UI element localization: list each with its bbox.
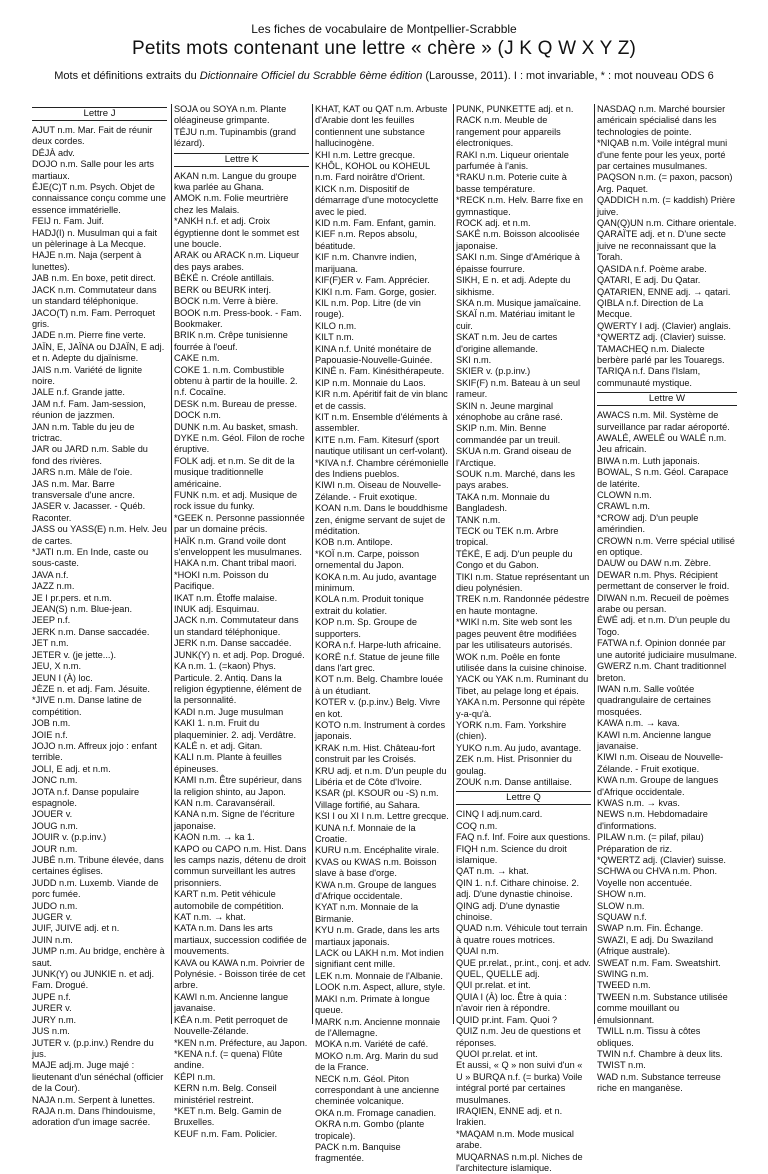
- word-entry: *JIVE n.m. Danse latine de compétition.: [32, 695, 142, 717]
- word-entry: KWA n.m. Groupe de langues d'Afrique occidentale.: [315, 879, 437, 902]
- word-entry: QUI pr.relat. et int.: [456, 980, 531, 991]
- word-entry: BOCK n.m. Verre à bière.: [174, 296, 279, 307]
- page-title: Petits mots contenant une lettre « chère » (J K Q W X Y Z): [131, 38, 637, 59]
- word-entry: *ANKH n.f. et adj. Croix égyptienne dont le sommet est une boucle.: [174, 216, 300, 250]
- word-entry: QAT n.m. → khat.: [456, 866, 529, 877]
- word-entry: JOUIR v. (p.p.inv.): [32, 832, 107, 843]
- word-entry: AMOK n.m. Folie meurtrière chez les Malais.: [174, 193, 289, 215]
- word-entry: JAR ou JARD n.m. Sable du fond des rivières.: [32, 444, 148, 466]
- word-entry: KALI n.m. Plante à feuilles épineuses.: [174, 752, 282, 774]
- word-entry: MOKO n.m. Arg. Marin du sud de la France.: [315, 1050, 439, 1073]
- word-entry: NECK n.m. Géol. Piton correspondant à une ancienne cheminée volcanique.: [315, 1073, 440, 1107]
- word-entry: KURU n.m. Encéphalite virale.: [315, 845, 440, 856]
- word-entry: QIN 1. n.f. Cithare chinoise. 2. adj. D'une dynastie chinoise.: [456, 877, 580, 900]
- word-entry: KID n.m. Fam. Enfant, gamin.: [315, 218, 437, 229]
- word-entry: QUIZ n.m. Jeu de questions et réponses.: [456, 1026, 581, 1048]
- word-entry: MARK n.m. Ancienne monnaie de l'Allemagne.: [315, 1016, 441, 1038]
- word-entry: TARIQA n.f. Dans l'Islam, communauté mystique.: [597, 366, 701, 388]
- word-entry: WOK n.m. Poêle en fonte utilisée dans la cuisine chinoise.: [456, 651, 587, 673]
- word-entry: KIKI n.m. Fam. Gorge, gosier.: [315, 286, 437, 297]
- word-entry: JETER v. (je jette...).: [32, 649, 117, 660]
- word-entry: JOTA n.f. Danse populaire espagnole.: [32, 786, 140, 808]
- word-entry: LOOK n.m. Aspect, allure, style.: [315, 982, 446, 993]
- section-heading: Lettre Q: [456, 791, 591, 805]
- word-entry: JASS ou YASS(E) n.m. Helv. Jeu de cartes.: [32, 524, 167, 546]
- word-entry: TÉKÉ, E adj. D'un peuple du Congo et du Gabon.: [456, 548, 573, 571]
- word-entry: RACK n.m. Meuble de rangement pour appareils électroniques.: [456, 115, 561, 149]
- word-entry: JUBÉ n.m. Tribune élevée, dans certaines églises.: [32, 855, 164, 877]
- word-entry: KILT n.m.: [315, 332, 354, 343]
- word-entry: KANA n.m. Signe de l'écriture japonaise.: [174, 809, 295, 831]
- word-entry: TWEED n.m.: [597, 980, 651, 991]
- word-entry: KÉA n.m. Petit perroquet de Nouvelle-Zélande.: [174, 1014, 288, 1037]
- word-entry: DÉJÀ adv.: [32, 147, 75, 158]
- word-entry: KHI n.m. Lettre grecque.: [315, 149, 416, 160]
- subtitle-part-a: Mots et définitions extraits du: [54, 70, 200, 82]
- word-entry: KOLA n.m. Produit tonique extrait du kolatier.: [315, 594, 424, 616]
- word-entry: JURY n.m.: [32, 1014, 77, 1025]
- word-entry: RAJA n.m. Dans l'hindouisme, adoration d'un image sacrée.: [32, 1105, 156, 1128]
- word-entry: JUGER v.: [32, 912, 73, 923]
- word-entry: JASER v. Jacasser. - Québ. Raconter.: [32, 501, 146, 523]
- word-entry: CLOWN n.m.: [597, 490, 652, 500]
- word-entry: TAMACHEQ n.m. Dialecte berbère parlé par les Touaregs.: [597, 343, 725, 365]
- word-entry: AWACS n.m. Mil. Système de surveillance par radar aéroporté.: [597, 410, 730, 432]
- word-entry: SOJA ou SOYA n.m. Plante oléagineuse grimpante.: [174, 104, 287, 126]
- word-entry: SKAÏ n.m. Matériau imitant le cuir.: [456, 309, 575, 331]
- word-entry: KOTER v. (p.p.inv.) Belg. Vivre en kot.: [315, 697, 441, 719]
- word-entry: BIWA n.m. Luth japonais.: [597, 455, 700, 466]
- word-entry: CRAWL n.m.: [597, 501, 650, 512]
- word-entry: QADDICH n.m. (= kaddish) Prière juive.: [597, 195, 736, 217]
- word-entry: TECK ou TEK n.m. Arbre tropical.: [456, 526, 559, 548]
- word-entry: COQ n.m.: [456, 820, 498, 831]
- word-entry: QATARIEN, ENNE adj. → qatari.: [597, 286, 731, 297]
- word-column-3: [315, 104, 450, 1164]
- word-entry: JE I pr.pers. et n.m.: [32, 592, 112, 603]
- word-entry: SKIN n. Jeune marginal xénophobe au crâne rasé.: [456, 400, 563, 422]
- word-entry: KERN n.m. Belg. Conseil ministériel restreint.: [174, 1083, 277, 1105]
- word-entry: KIWI n.m. Oiseau de Nouvelle-Zélande. - Fruit exotique.: [315, 480, 442, 502]
- word-entry: KIWI n.m. Oiseau de Nouvelle-Zélande. - Fruit exotique.: [597, 752, 724, 774]
- word-entry: TREK n.m. Randonnée pédestre en haute montagne.: [456, 594, 590, 616]
- column-divider: [453, 104, 454, 1024]
- word-entry: KSAR (pl. KSOUR ou -S) n.m. Village fortifié, au Sahara.: [315, 788, 439, 810]
- subtitle-part-b: (Larousse, 2011). I : mot invariable, * : mot nouveau ODS 6: [422, 70, 714, 82]
- word-column-1: [32, 104, 167, 1128]
- word-entry: KOT n.m. Belg. Chambre louée à un étudiant.: [315, 674, 444, 696]
- word-entry: KUNA n.f. Monnaie de la Croatie.: [315, 822, 416, 844]
- word-entry: KAPO ou CAPO n.m. Hist. Dans les camps nazis, détenu de droit commun surveillant les autres prisonniers.: [174, 843, 307, 888]
- word-entry: KOP n.m. Sp. Groupe de supporters.: [315, 617, 417, 639]
- word-entry: QUEL, QUELLE adj.: [456, 969, 540, 980]
- word-entry: JUNK(Y) n. et adj. Pop. Drogué.: [174, 649, 305, 660]
- section-heading: Lettre K: [174, 153, 309, 167]
- word-entry: SWAP n.m. Fin. Échange.: [597, 923, 704, 934]
- section-heading: Lettre W: [597, 392, 737, 406]
- word-entry: HAKA n.m. Chant tribal maori.: [174, 558, 297, 569]
- word-entry: LEK n.m. Monnaie de l'Albanie.: [315, 970, 443, 981]
- word-entry: KA n.m. 1. (=kaon) Phys. Particule. 2. Antiq. Dans la religion égyptienne, élément de la personnalité.: [174, 661, 302, 706]
- word-entry: JEU, X n.m.: [32, 661, 82, 672]
- word-entry: JAN n.m. Table du jeu de trictrac.: [32, 421, 135, 443]
- word-entry: JOUER v.: [32, 809, 73, 820]
- word-entry: JOUG n.m.: [32, 820, 78, 831]
- word-entry: NASDAQ n.m. Marché boursier américain spécialisé dans les technologies de pointe.: [597, 104, 726, 137]
- word-entry: OKRA n.m. Gombo (plante tropicale).: [315, 1119, 425, 1141]
- word-entry: JUIF, JUIVE adj. et n.: [32, 923, 120, 934]
- word-entry: KORÉ n.f. Statue de jeune fille dans l'art grec.: [315, 651, 440, 673]
- word-entry: SKUA n.m. Grand oiseau de l'Arctique.: [456, 446, 572, 468]
- word-entry: KAVA ou KAWA n.m. Poivrier de Polynésie. - Boisson tirée de cet arbre.: [174, 957, 306, 991]
- word-entry: DUNK n.m. Au basket, smash.: [174, 421, 299, 432]
- word-entry: JAM n.f. Fam. Jam-session, réunion de jazzmen.: [32, 398, 146, 421]
- word-entry: KIEF n.m. Repos absolu, béatitude.: [315, 229, 418, 251]
- word-entry: DESK n.m. Bureau de presse.: [174, 398, 298, 409]
- word-entry: AKAN n.m. Langue du groupe kwa parlée au Ghana.: [174, 170, 297, 193]
- word-entry: KATA n.m. Dans les arts martiaux, succession codifiée de mouvements.: [174, 923, 307, 957]
- word-entry: FOLK adj. et n.m. Se dit de la musique traditionnelle américaine.: [174, 455, 295, 489]
- word-entry: KAN n.m. Caravansérail.: [174, 797, 276, 808]
- word-entry: KEUF n.m. Fam. Policier.: [174, 1128, 278, 1139]
- page-subtitle: [0, 70, 768, 82]
- word-entry: CINQ I adj.num.card.: [456, 809, 543, 820]
- word-entry: FATWA n.f. Opinion donnée par une autorité judiciaire musulmane.: [597, 638, 737, 660]
- word-entry: JEAN(S) n.m. Blue-jean.: [32, 604, 133, 615]
- word-entry: TÉJU n.m. Tupinambis (grand lézard).: [174, 126, 297, 149]
- word-entry: SAKÉ n.m. Boisson alcoolisée japonaise.: [456, 229, 580, 251]
- word-entry: JAS n.m. Mar. Barre transversale d'une ancre.: [32, 478, 135, 500]
- word-entry: JUPE n.f.: [32, 991, 71, 1002]
- word-entry: JURER v.: [32, 1003, 72, 1014]
- word-entry: JET n.m.: [32, 638, 69, 649]
- word-entry: JUS n.m.: [32, 1026, 70, 1037]
- word-entry: TIKI n.m. Statue représentant un dieu polynésien.: [456, 571, 590, 594]
- word-entry: BOWAL, S n.m. Géol. Carapace de latérite.: [597, 467, 729, 489]
- word-entry: DOJO n.m. Salle pour les arts martiaux.: [32, 159, 155, 181]
- word-entry: JACO(T) n.m. Fam. Perroquet gris.: [32, 307, 156, 329]
- word-entry: IWAN n.m. Salle voûtée quadrangulaire de certaines mosquées.: [597, 683, 711, 717]
- word-column-2: [174, 104, 309, 1139]
- word-entry: LACK ou LAKH n.m. Mot indien signifiant cent mille.: [315, 948, 444, 970]
- word-entry: KVAS ou KWAS n.m. Boisson slave à base d'orge.: [315, 856, 437, 879]
- word-entry: SKI n.m.: [456, 354, 492, 365]
- word-entry: *JATI n.m. En Inde, caste ou sous-caste.: [32, 547, 149, 569]
- word-entry: QWERTY I adj. (Clavier) anglais.: [597, 320, 731, 331]
- word-entry: KYAT n.m. Monnaie de la Birmanie.: [315, 902, 419, 924]
- word-entry: DYKE n.m. Géol. Filon de roche éruptive.: [174, 432, 305, 455]
- word-entry: ÉJE(C)T n.m. Psych. Objet de connaissance conçu comme une essence immatérielle.: [32, 182, 166, 215]
- column-divider: [312, 104, 313, 1024]
- word-entry: JOJO n.m. Affreux jojo : enfant terrible.: [32, 740, 157, 763]
- word-entry: QAN(Q)UN n.m. Cithare orientale.: [597, 218, 737, 229]
- word-entry: *CROW adj. D'un peuple amérindien.: [597, 512, 699, 535]
- word-entry: JAVA n.f.: [32, 569, 69, 580]
- word-entry: *KENA n.f. (= quena) Flûte andine.: [174, 1048, 283, 1071]
- word-entry: ZEK n.m. Hist. Prisonnier du goulag.: [456, 754, 572, 776]
- word-entry: JUDD n.m. Luxemb. Viande de porc fumée.: [32, 877, 159, 900]
- word-entry: QUE pr.relat., pr.int., conj. et adv.: [456, 957, 591, 968]
- word-entry: PUNK, PUNKETTE adj. et n.: [456, 104, 574, 114]
- word-entry: TWEEN n.m. Substance utilisée comme mouillant ou émulsionnant.: [597, 991, 728, 1025]
- word-entry: KINA n.f. Unité monétaire de Papouasie-Nouvelle-Guinée.: [315, 343, 433, 365]
- word-entry: TAKA n.m. Monnaie du Bangladesh.: [456, 491, 550, 514]
- word-entry: JUIN n.m.: [32, 934, 73, 945]
- word-entry: SKAT n.m. Jeu de cartes d'origine allemande.: [456, 332, 558, 354]
- word-entry: JARS n.m. Mâle de l'oie.: [32, 467, 133, 478]
- word-entry: SKIER v. (p.p.inv.): [456, 366, 531, 377]
- word-entry: JAZZ n.m.: [32, 581, 75, 592]
- word-entry: QIBLA n.f. Direction de La Mecque.: [597, 297, 704, 320]
- word-entry: FUNK n.m. et adj. Musique de rock issue du funky.: [174, 490, 298, 512]
- word-entry: *WIKI n.m. Site web sont les pages peuvent être modifiées par les utilisateurs autorisés.: [456, 617, 577, 651]
- word-entry: KIP n.m. Monnaie du Laos.: [315, 377, 426, 388]
- word-entry: *NIQAB n.m. Voile intégral muni d'une fente pour les yeux, porté par certaines musulmanes.: [597, 138, 728, 172]
- word-entry: JONC n.m.: [32, 775, 78, 786]
- word-entry: QARAÏTE adj. et n. D'une secte juive ne reconnaissant que la Torah.: [597, 229, 726, 263]
- word-entry: KADI n.m. Juge musulman: [174, 706, 284, 717]
- word-entry: JUTER v. (p.p.inv.) Rendre du jus.: [32, 1037, 154, 1059]
- word-entry: JÈZE n. et adj. Fam. Jésuite.: [32, 683, 150, 694]
- word-column-4: [456, 104, 591, 1173]
- word-entry: JALE n.f. Grande jatte.: [32, 387, 125, 398]
- section-heading: Lettre J: [32, 107, 167, 121]
- word-entry: *QWERTZ adj. (Clavier) suisse.: [597, 855, 726, 865]
- word-entry: CROWN n.m. Verre spécial utilisé en optique.: [597, 535, 735, 558]
- word-entry: FEIJ n. Fam. Juif.: [32, 216, 104, 227]
- word-entry: SIKH, E n. et adj. Adepte du sikhisme.: [456, 275, 571, 297]
- word-entry: TWIST n.m.: [597, 1060, 646, 1071]
- word-entry: KÉPI n.m.: [174, 1071, 216, 1082]
- word-entry: NEWS n.m. Hebdomadaire d'informations.: [597, 809, 708, 831]
- word-entry: ROCK adj. et n.m.: [456, 218, 531, 229]
- word-entry: QUAD n.m. Véhicule tout terrain à quatre roues motrices.: [456, 923, 588, 945]
- word-entry: QING adj. D'une dynastie chinoise.: [456, 900, 560, 923]
- word-entry: JAB n.m. En boxe, petit direct.: [32, 273, 156, 284]
- word-entry: KRU adj. et n.m. D'un peuple du Libéria et de Côte d'Ivoire.: [315, 765, 447, 787]
- word-entry: BERK ou BEURK interj.: [174, 284, 272, 295]
- word-entry: INUK adj. Esquimau.: [174, 604, 260, 615]
- word-entry: GWERZ n.m. Chant traditionnel breton.: [597, 661, 727, 683]
- word-entry: YORK n.m. Fam. Yorkshire (chien).: [456, 719, 567, 742]
- word-entry: JAÏN, E, JAÏNA ou DJAÏN, E adj. et n. Adepte du djaïnisme.: [32, 341, 165, 364]
- word-entry: *KOÏ n.m. Carpe, poisson ornemental du Japon.: [315, 548, 420, 571]
- word-entry: DAUW ou DAW n.m. Zèbre.: [597, 558, 712, 569]
- word-entry: JERK n.m. Danse saccadée.: [32, 626, 150, 637]
- word-entry: KAMI n.m. Être supérieur, dans la religion shinto, au Japon.: [174, 775, 302, 797]
- word-entry: DOCK n.m.: [174, 410, 221, 421]
- word-entry: QUID pr.int. Fam. Quoi ?: [456, 1014, 558, 1025]
- word-entry: HAÏK n.m. Grand voile dont s'enveloppent les musulmanes.: [174, 535, 302, 558]
- word-entry: QUAI n.m.: [456, 946, 499, 957]
- word-entry: KAWI n.m. Ancienne langue javanaise.: [174, 991, 289, 1014]
- word-column-5: [597, 104, 737, 1094]
- word-entry: WAD n.m. Substance terreuse riche en manganèse.: [597, 1071, 721, 1094]
- word-entry: *QWERTZ adj. (Clavier) suisse.: [597, 332, 726, 343]
- word-entry: KOTO n.m. Instrument à cordes japonais.: [315, 719, 446, 742]
- word-entry: PAQSON n.m. (= paxon, pacson) Arg. Paquet.: [597, 172, 733, 194]
- column-divider: [594, 104, 595, 1024]
- word-entry: SKIP n.m. Min. Benne commandée par un treuil.: [456, 423, 561, 445]
- word-entry: KART n.m. Petit véhicule automobile de compétition.: [174, 889, 284, 911]
- word-entry: *KET n.m. Belg. Gamin de Bruxelles.: [174, 1105, 282, 1128]
- word-entry: KAON n.m. → ka 1.: [174, 832, 255, 843]
- word-entry: OKA n.m. Fromage canadien.: [315, 1107, 437, 1118]
- word-entry: *RECK n.m. Helv. Barre fixe en gymnastique.: [456, 195, 583, 217]
- word-entry: JOLI, E adj. et n.m.: [32, 763, 111, 774]
- word-entry: SWING n.m.: [597, 969, 649, 980]
- word-entry: JADE n.m. Pierre fine verte.: [32, 330, 146, 341]
- word-entry: DIWAN n.m. Recueil de poèmes arabe ou persan.: [597, 592, 729, 615]
- word-entry: ZOUK n.m. Danse antillaise.: [456, 776, 572, 787]
- word-entry: JUNK(Y) ou JUNKIE n. et adj. Fam. Drogué.: [32, 969, 155, 991]
- word-entry: KILO n.m.: [315, 320, 357, 331]
- word-entry: KRAK n.m. Hist. Château-fort construit par les Croisés.: [315, 742, 435, 765]
- word-entry: SCHWA ou CHVA n.m. Phon. Voyelle non accentuée.: [597, 866, 717, 888]
- word-entry: PILAW n.m. (= pilaf, pilau) Préparation de riz.: [597, 832, 704, 854]
- word-entry: JEUN I (À) loc.: [32, 672, 93, 683]
- word-entry: JOB n.m.: [32, 718, 71, 729]
- word-entry: FIQH n.m. Science du droit islamique.: [456, 843, 567, 865]
- word-entry: MAKI n.m. Primate à longue queue.: [315, 993, 430, 1016]
- word-entry: KALÉ n. et adj. Gitan.: [174, 740, 263, 751]
- word-entry: DEWAR n.m. Phys. Récipient permettant de conserver le froid.: [597, 569, 730, 592]
- word-entry: KHAT, KAT ou QAT n.m. Arbuste d'Arabie dont les feuilles contiennent une substance hallucinogène.: [315, 104, 448, 149]
- word-entry: *GEEK n. Personne passionnée par un domaine précis.: [174, 512, 305, 535]
- word-entry: RAKI n.m. Liqueur orientale parfumée à l'anis.: [456, 149, 569, 172]
- word-entry: KWAS n.m. → kvas.: [597, 797, 680, 808]
- word-entry: PACK n.m. Banquise fragmentée.: [315, 1141, 401, 1164]
- word-entry: SAKI n.m. Singe d'Amérique à épaisse fourrure.: [456, 252, 580, 274]
- word-entry: KIL n.m. Pop. Litre (de vin rouge).: [315, 297, 421, 320]
- word-entry: TWIN n.f. Chambre à deux lits.: [597, 1048, 723, 1059]
- word-entry: KOKA n.m. Au judo, avantage minimum.: [315, 571, 437, 594]
- word-entry: *MAQAM n.m. Mode musical arabe.: [456, 1128, 574, 1151]
- word-entry: HADJ(I) n. Musulman qui a fait un pèlerinage à La Mecque.: [32, 227, 158, 250]
- word-entry: SLOW n.m.: [597, 900, 645, 911]
- word-entry: SWEAT n.m. Fam. Sweatshirt.: [597, 957, 721, 968]
- series-title: Les fiches de vocabulaire de Montpellier-Scrabble: [251, 22, 517, 36]
- word-entry: TANK n.m.: [456, 514, 501, 525]
- word-entry: KIF n.m. Chanvre indien, marijuana.: [315, 252, 417, 274]
- word-entry: KORA n.f. Harpe-luth africaine.: [315, 640, 442, 651]
- word-entry: JUMP n.m. Au bridge, enchère à saut.: [32, 946, 165, 968]
- word-entry: SHOW n.m.: [597, 889, 647, 900]
- word-entry: CAKE n.m.: [174, 353, 220, 364]
- word-entry: QATARI, E adj. Du Qatar.: [597, 275, 701, 286]
- word-entry: KSI I ou XI I n.m. Lettre grecque.: [315, 811, 449, 822]
- word-entry: KHÔL, KOHOL ou KOHEUL n.m. Fard noirâtre d'Orient.: [315, 161, 430, 183]
- word-entry: SKA n.m. Musique jamaïcaine.: [456, 297, 582, 308]
- word-entry: YACK ou YAK n.m. Ruminant du Tibet, au pelage long et épais.: [456, 674, 589, 696]
- word-entry: KOAN n.m. Dans le bouddhisme zen, énigme servant de sujet de méditation.: [315, 503, 448, 537]
- word-entry: MAJE adj.m. Juge majé : lieutenant d'un sénéchal (officier de la Cour).: [32, 1060, 164, 1094]
- word-entry: JACK n.m. Commutateur dans un standard téléphonique.: [32, 284, 157, 307]
- word-entry: KOB n.m. Antilope.: [315, 537, 393, 548]
- column-divider: [171, 104, 172, 1024]
- word-entry: QASIDA n.f. Poème arabe.: [597, 263, 707, 274]
- word-entry: IKAT n.m. Étoffe malaise.: [174, 592, 278, 603]
- word-entry: KINÉ n. Fam. Kinésithérapeute.: [315, 366, 445, 377]
- word-entry: NAJA n.m. Serpent à lunettes.: [32, 1094, 156, 1105]
- word-entry: QUIA I (À) loc. Être à quia : n'avoir rien à répondre.: [456, 991, 567, 1014]
- word-entry: BÈKÉ n. Créole antillais.: [174, 273, 275, 284]
- word-entry: KYU n.m. Grade, dans les arts martiaux japonais.: [315, 925, 440, 947]
- word-entry: KAKI 1. n.m. Fruit du plaqueminier. 2. adj. Verdâtre.: [174, 718, 297, 740]
- word-entry: KIR n.m. Apéritif fait de vin blanc et de cassis.: [315, 389, 448, 411]
- word-entry: YAKA n.m. Personne qui répète y-a-qu'à.: [456, 697, 586, 719]
- word-entry: IRAQIEN, ENNE adj. et n. Irakien.: [456, 1105, 563, 1128]
- word-entry: SQUAW n.f.: [597, 912, 647, 923]
- word-entry: SWAZI, E adj. Du Swaziland (Afrique australe).: [597, 934, 714, 957]
- word-entry: KWA n.m. Groupe de langues d'Afrique occidentale.: [597, 775, 719, 797]
- word-entry: SOUK n.m. Marché, dans les pays arabes.: [456, 469, 575, 491]
- word-entry: FAQ n.f. Inf. Foire aux questions.: [456, 832, 591, 843]
- word-entry: *RAKU n.m. Poterie cuite à basse température.: [456, 172, 567, 194]
- word-entry: JACK n.m. Commutateur dans un standard téléphonique.: [174, 615, 299, 637]
- subtitle-dictionary: Dictionnaire Officiel du Scrabble 6ème édition: [199, 70, 423, 82]
- word-entry: KIT n.m. Ensemble d'éléments à assembler.: [315, 411, 448, 434]
- word-entry: MOKA n.m. Variété de café.: [315, 1039, 429, 1050]
- word-entry: BOOK n.m. Press-book. - Fam. Bookmaker.: [174, 307, 302, 329]
- word-entry: ÉWÉ adj. et n.m. D'un peuple du Togo.: [597, 615, 731, 637]
- word-entry: KAT n.m. → khat.: [174, 912, 246, 923]
- word-entry: KIF(F)ER v. Fam. Apprécier.: [315, 275, 430, 286]
- word-entry: KAWA n.m. → kava.: [597, 718, 680, 729]
- word-entry: COKE 1. n.m. Combustible obtenu à partir de la houille. 2. n.f. Cocaïne.: [174, 364, 298, 398]
- word-entry: SKIF(F) n.m. Bateau à un seul rameur.: [456, 377, 581, 400]
- word-entry: KITE n.m. Fam. Kitesurf (sport nautique utilisant un cerf-volant).: [315, 434, 448, 457]
- word-entry: BRIK n.m. Crêpe tunisienne fourrée à l'oeuf.: [174, 330, 288, 352]
- word-entry: MUQARNAS n.m.pl. Niches de l'architecture islamique.: [456, 1151, 583, 1173]
- word-entry: JUDO n.m.: [32, 900, 78, 911]
- word-entry: JAIS n.m. Variété de lignite noire.: [32, 364, 143, 386]
- word-entry: TWILL n.m. Tissu à côtes obliques.: [597, 1026, 701, 1048]
- word-entry: KAWI n.m. Ancienne langue javanaise.: [597, 729, 712, 751]
- word-entry: YUKO n.m. Au judo, avantage.: [456, 742, 582, 753]
- word-entry: KICK n.m. Dispositif de démarrage d'une motocyclette avec le pied.: [315, 183, 439, 217]
- word-entry: ARAK ou ARACK n.m. Liqueur des pays arabes.: [174, 250, 300, 272]
- word-entry: *KIVA n.f. Chambre cérémonielle des Indiens pueblos.: [315, 457, 449, 479]
- word-entry: QUOI pr.relat. et int.: [456, 1048, 538, 1059]
- word-entry: JOIE n.f.: [32, 729, 68, 740]
- word-entry: AJUT n.m. Mar. Fait de réunir deux cordes.: [32, 125, 153, 147]
- word-entry: *HOKI n.m. Poisson du Pacifique.: [174, 569, 269, 592]
- word-entry: JEEP n.f.: [32, 615, 71, 626]
- word-entry: JOUR n.m.: [32, 843, 78, 854]
- word-entry: *KEN n.m. Préfecture, au Japon.: [174, 1037, 308, 1048]
- word-entry: HAJE n.m. Naja (serpent à lunettes).: [32, 250, 142, 272]
- word-entry: AWALÉ, AWELÉ ou WALÉ n.m. Jeu africain.: [597, 432, 727, 455]
- word-entry: JERK n.m. Danse saccadée.: [174, 638, 292, 649]
- word-entry: Et aussi, « Q » non suivi d'un « U » BURQA n.f. (= burka) Voile intégral porté par certaines musulmanes.: [456, 1060, 583, 1105]
